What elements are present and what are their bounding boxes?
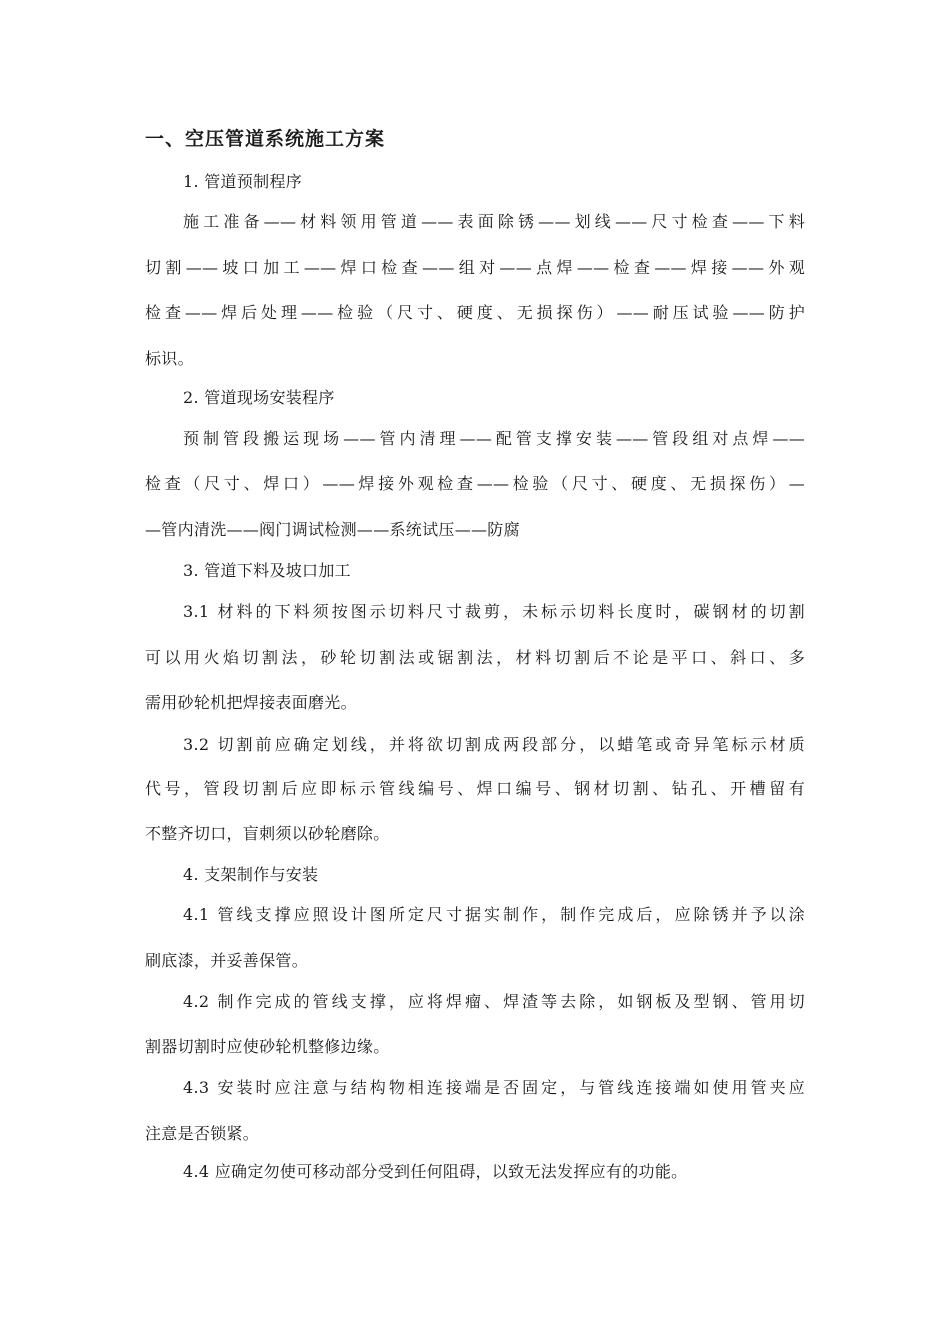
paragraph-line: 4.2 制作完成的管线支撑，应将焊瘤、焊渣等去除，如钢板及型钢、管用切: [183, 992, 805, 1011]
paragraph-line: 4.1 管线支撑应照设计图所定尺寸据实制作，制作完成后，应除锈并予以涂: [183, 905, 805, 924]
paragraph-line: 检查——焊后处理——检验（尺寸、硬度、无损探伤）——耐压试验——防护: [145, 303, 805, 322]
paragraph-line: 代号，管段切割后应即标示管线编号、焊口编号、钢材切割、钻孔、开槽留有: [145, 779, 805, 798]
paragraph-line: 4.3 安装时应注意与结构物相连接端是否固定，与管线连接端如使用管夹应: [183, 1078, 805, 1097]
subheading-site-installation: 2. 管道现场安装程序: [183, 388, 335, 407]
subheading-prefab-procedure: 1. 管道预制程序: [183, 172, 303, 191]
paragraph-line: 检查（尺寸、焊口）——焊接外观检查——检验（尺寸、硬度、无损探伤）—: [145, 474, 805, 493]
paragraph-line: —管内清洗——阀门调试检测——系统试压——防腐: [145, 520, 520, 539]
paragraph-line: 刷底漆，并妥善保管。: [145, 951, 309, 970]
paragraph-line: 4.4 应确定勿使可移动部分受到任何阻碍，以致无法发挥应有的功能。: [183, 1162, 688, 1181]
paragraph-line: 施工准备——材料领用管道——表面除锈——划线——尺寸检查——下料: [183, 212, 805, 231]
paragraph-line: 预制管段搬运现场——管内清理——配管支撑安装——管段组对点焊——: [183, 429, 805, 448]
section-heading: 一、空压管道系统施工方案: [145, 128, 386, 150]
paragraph-line: 切割——坡口加工——焊口检查——组对——点焊——检查——焊接——外观: [145, 258, 805, 277]
paragraph-line: 可以用火焰切割法，砂轮切割法或锯割法，材料切割后不论是平口、斜口、多: [145, 648, 805, 667]
paragraph-line: 3.1 材料的下料须按图示切料尺寸裁剪，未标示切料长度时，碳钢材的切割: [183, 602, 805, 621]
paragraph-line: 割器切割时应使砂轮机整修边缘。: [145, 1037, 390, 1056]
paragraph-line: 需用砂轮机把焊接表面磨光。: [145, 693, 357, 712]
paragraph-line: 标识。: [145, 349, 194, 368]
paragraph-line: 注意是否锁紧。: [145, 1124, 260, 1143]
paragraph-line: 3.2 切割前应确定划线，并将欲切割成两段部分，以蜡笔或奇异笔标示材质: [183, 735, 805, 754]
subheading-cutting-bevel: 3. 管道下料及坡口加工: [183, 561, 351, 580]
subheading-support-fabrication: 4. 支架制作与安装: [183, 865, 319, 884]
paragraph-line: 不整齐切口，盲刺须以砂轮磨除。: [145, 824, 390, 843]
